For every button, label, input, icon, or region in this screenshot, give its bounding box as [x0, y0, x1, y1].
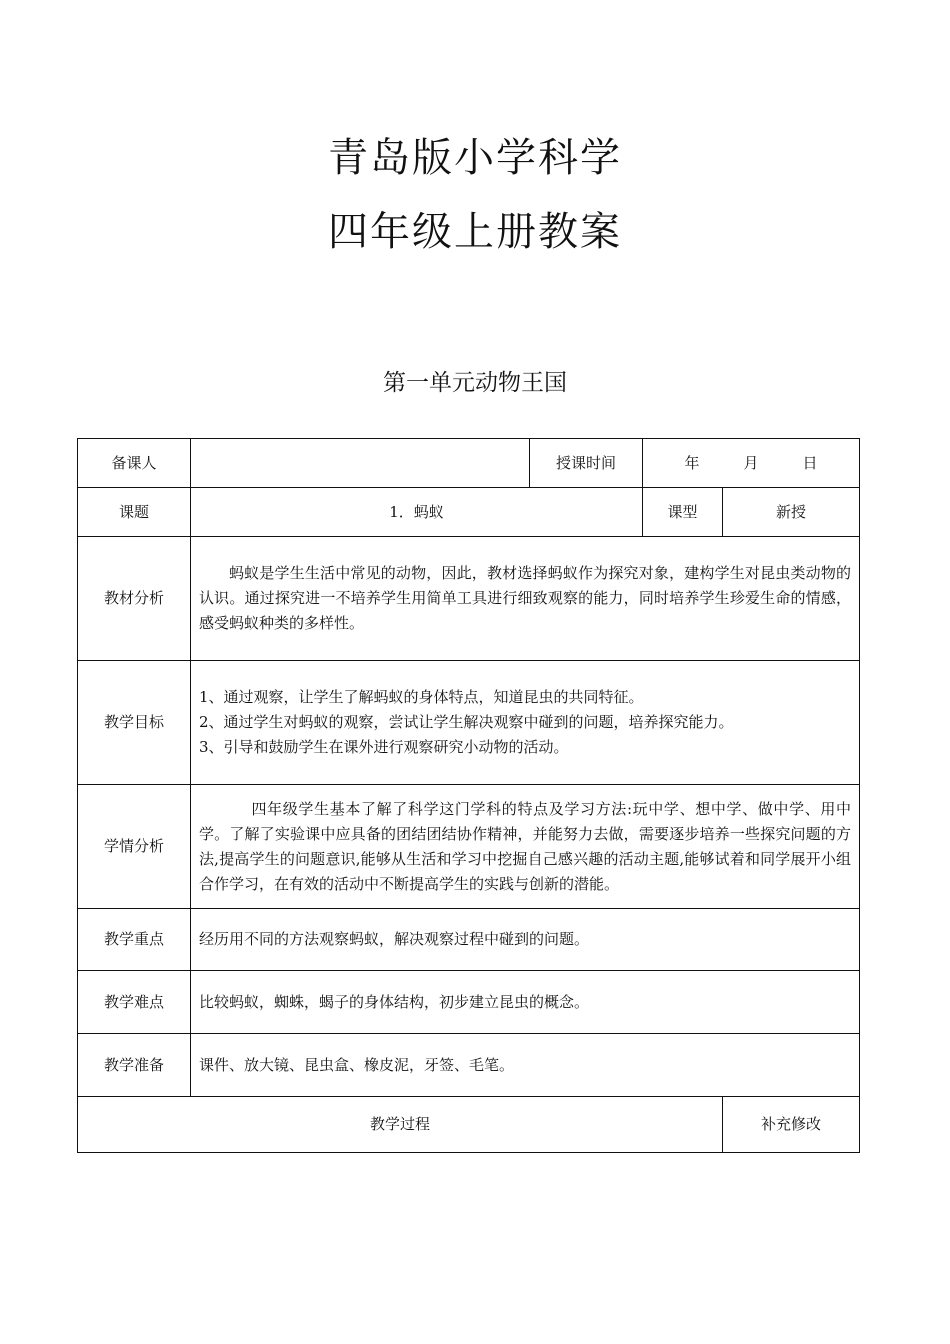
document-title-line1: 青岛版小学科学: [328, 135, 622, 181]
preparer-value: [191, 439, 530, 488]
type-value: 新授: [723, 488, 860, 537]
goals-cell: [191, 661, 860, 785]
type-label: 课型: [643, 488, 723, 537]
date-year: 年: [684, 453, 700, 472]
students-cell: [191, 785, 860, 909]
table-row-students: [78, 785, 860, 909]
date-month: 月: [743, 453, 759, 472]
table-row-preparer: [78, 439, 860, 488]
prep-text: 课件、放大镜、昆虫盒、橡皮泥，牙签、毛笔。: [191, 1034, 860, 1097]
table-row-focus: [78, 909, 860, 971]
table-row-difficulty: [78, 971, 860, 1034]
material-cell: [191, 537, 860, 661]
document-title-line2: 四年级上册教案: [328, 209, 622, 255]
students-label: 学情分析: [78, 785, 191, 909]
teach-time-label: 授课时间: [530, 439, 643, 488]
teach-time-value: [643, 439, 860, 488]
unit-title: 第一单元动物王国: [383, 370, 567, 396]
difficulty-text: 比较蚂蚁，蜘蛛，蝎子的身体结构，初步建立昆虫的概念。: [191, 971, 860, 1034]
topic-value: 1．蚂蚁: [191, 488, 643, 537]
students-text: 四年级学生基本了解了科学这门学科的特点及学习方法:玩中学、想中学、做中学、用中学。了解了实验课中应具备的团结团结协作精神，并能努力去做，需要逐步培养一些探究问题的方法,提高学生的问题意识,能够从生活和学习中挖掘自己感兴趣的活动主题,能够试着和同学展开小组合作学习，在有效的活动中不断提高学生的实践与创新的潜能。: [199, 799, 852, 893]
table-row-goals: [78, 661, 860, 785]
table-row-process: [78, 1097, 860, 1153]
goal-item-3: 3、引导和鼓励学生在课外进行观察研究小动物的活动。: [199, 738, 569, 756]
topic-label: 课题: [78, 488, 191, 537]
material-text: 蚂蚁是学生生活中常见的动物，因此，教材选择蚂蚁作为探究对象，建构学生对昆虫类动物的认识。通过探究进一不培养学生用简单工具进行细致观察的能力，同时培养学生珍爱生命的情感，感受蚂蚁种类的多样性。: [199, 564, 852, 632]
difficulty-label: 教学难点: [78, 971, 191, 1034]
process-label: 教学过程: [78, 1097, 723, 1153]
material-label: 教材分析: [78, 537, 191, 661]
goal-item-2: 2、通过学生对蚂蚁的观察，尝试让学生解决观察中碰到的问题，培养探究能力。: [199, 713, 734, 731]
goal-item-1: 1、通过观察，让学生了解蚂蚁的身体特点，知道昆虫的共同特征。: [199, 688, 644, 706]
revise-label: 补充修改: [723, 1097, 860, 1153]
focus-label: 教学重点: [78, 909, 191, 971]
table-row-prep: [78, 1034, 860, 1097]
date-day: 日: [802, 453, 818, 472]
table-row-material: [78, 537, 860, 661]
table-row-topic: [78, 488, 860, 537]
preparer-label: 备课人: [78, 439, 191, 488]
prep-label: 教学准备: [78, 1034, 191, 1097]
lesson-plan-table: [77, 438, 860, 1153]
focus-text: 经历用不同的方法观察蚂蚁，解决观察过程中碰到的问题。: [191, 909, 860, 971]
goals-label: 教学目标: [78, 661, 191, 785]
